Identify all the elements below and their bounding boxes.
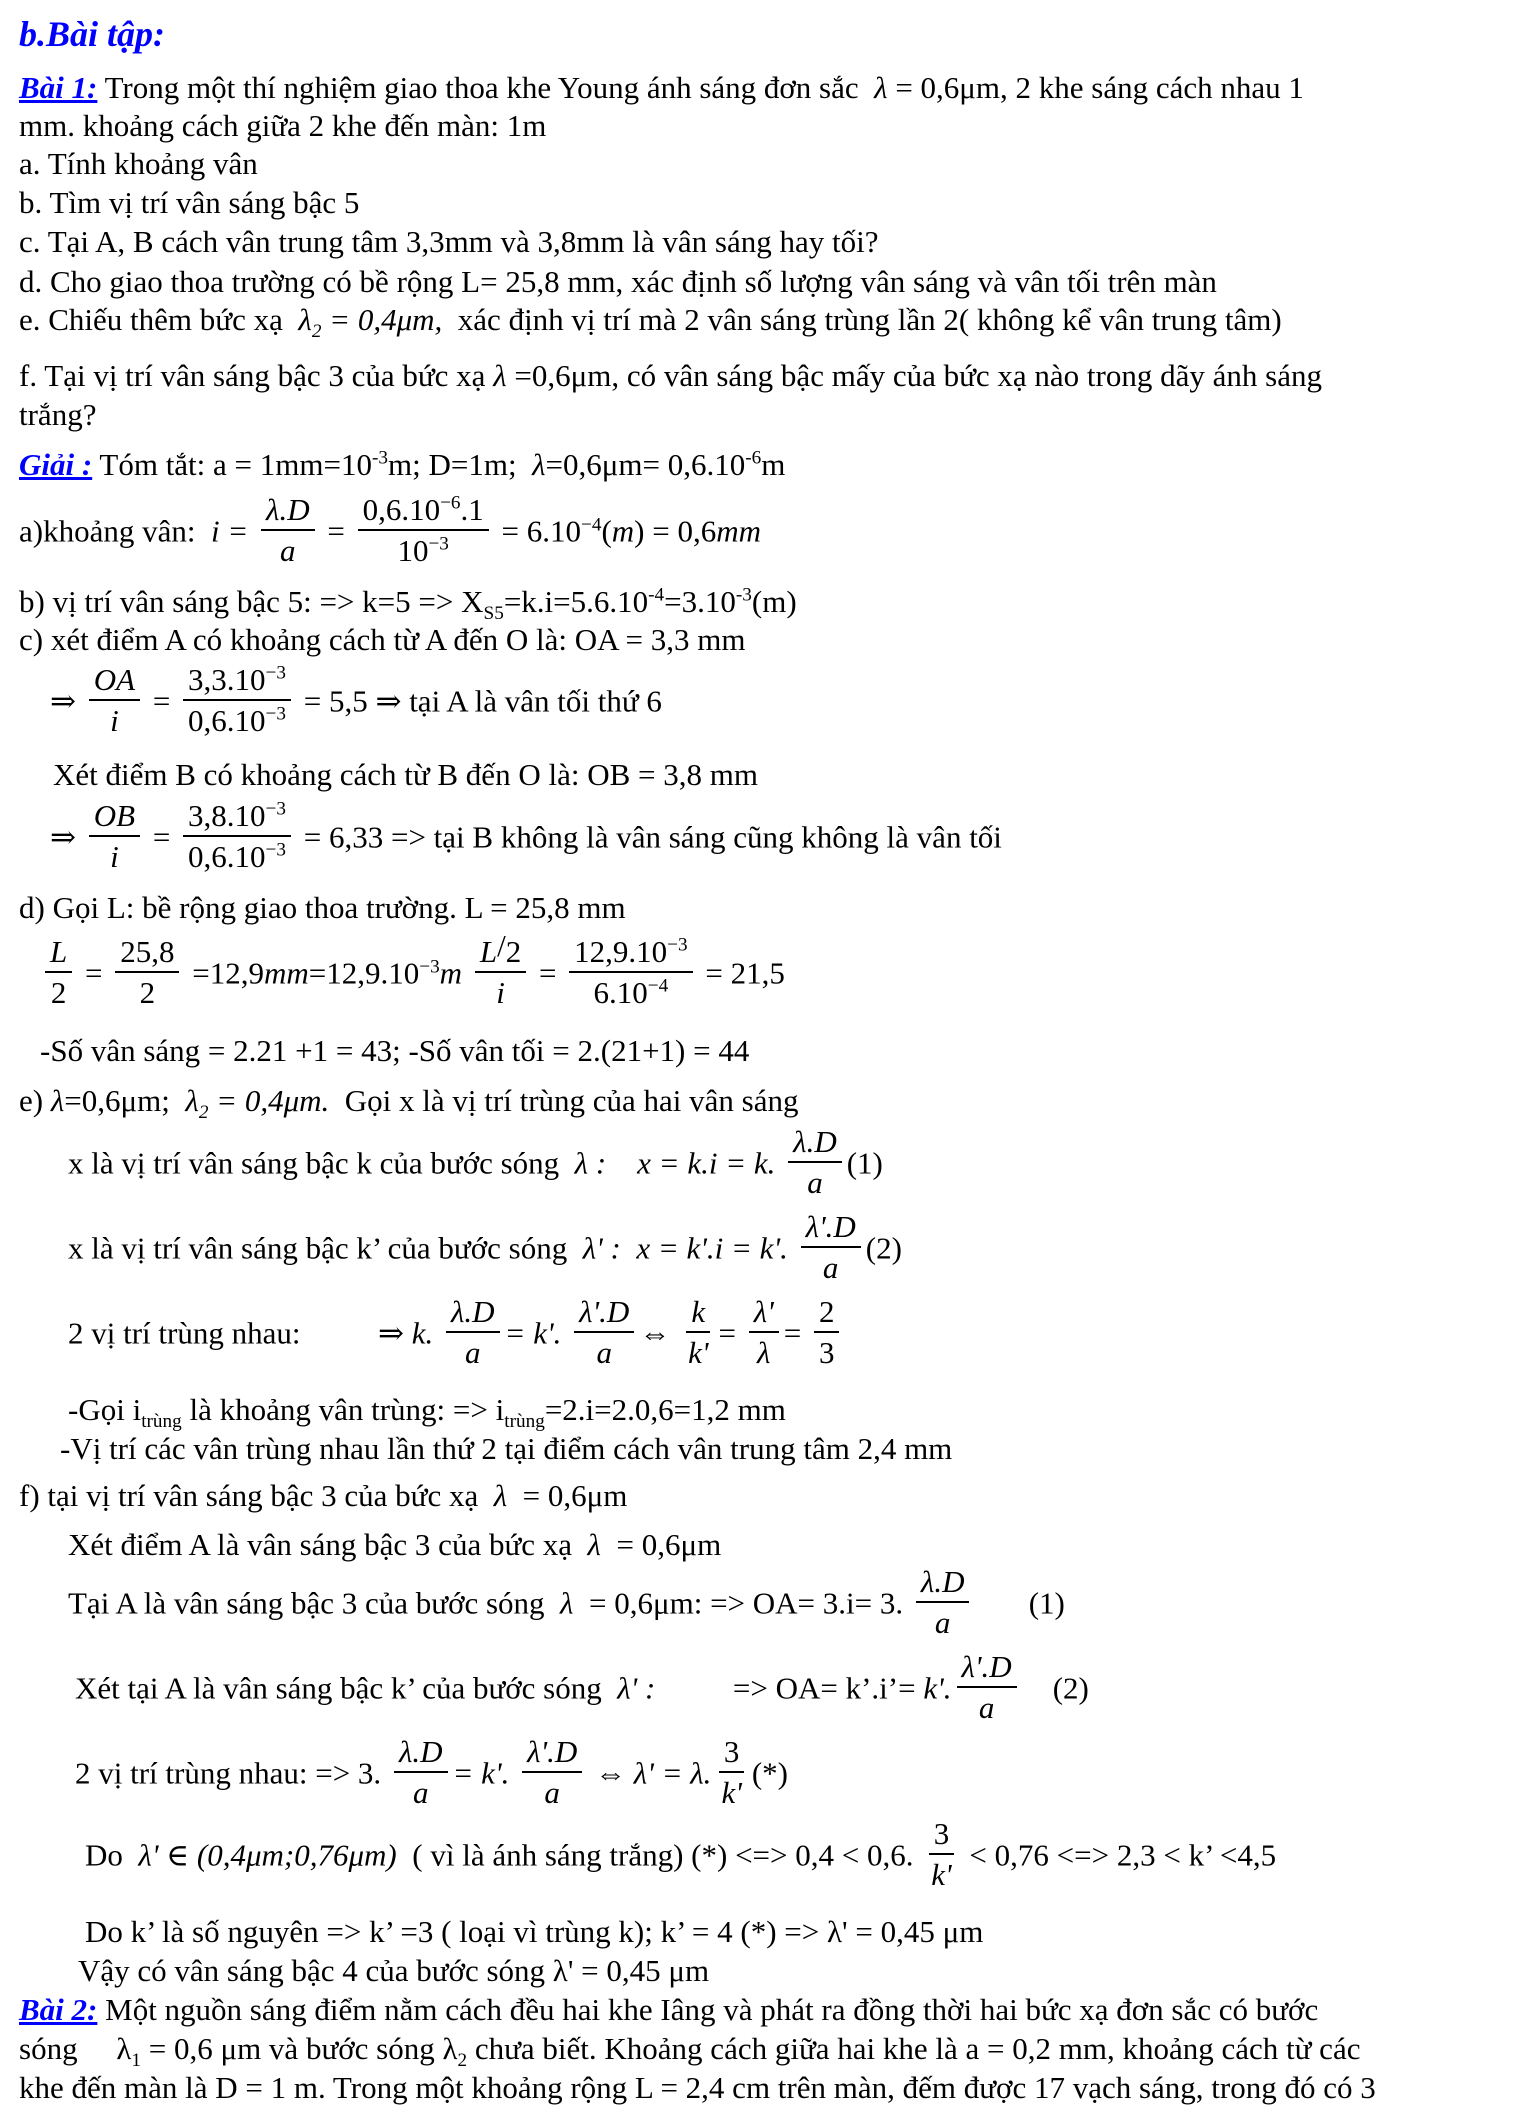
bai2-label: Bài 2: bbox=[19, 1992, 98, 2027]
fraction-lambda-d-over-a: $\frac{\lambda.D}{a}$ bbox=[261, 494, 315, 567]
solution-summary: Giải : Tóm tắt: $a = 1mm=10^{-3}m$; D=1m; $\lambda=0,6\mu m= 0,6.10^{-6}m$ bbox=[19, 447, 786, 482]
bai1-intro-line-2: mm. khoảng cách giữa 2 khe đến màn: 1m bbox=[19, 108, 547, 143]
bai2-line-3: khe đến màn là D = 1 m. Trong một khoảng rộng L = 2,4 cm trên màn, đếm được 17 vạch sáng, trong đó có 3 bbox=[19, 2070, 1376, 2105]
fraction-lambda-d-over-a: $\frac{\lambda.D}{a}$ bbox=[446, 1296, 500, 1369]
answer-f-line-1 bbox=[19, 1478, 627, 1514]
fraction-lambda-prime-d-over-a: $\frac{\lambda'.D}{a}$ bbox=[957, 1651, 1017, 1724]
answer-f-text-3: Xét điểm A là vân sáng bậc 3 của bức xạ bbox=[68, 1527, 573, 1562]
lambda-symbol: λ bbox=[866, 70, 888, 105]
answer-d-line-2: $\frac{L}{2}$ = $\frac{25,8}{2}$ $=12,9mm=12,9.10^{-3}m$ $\frac{L/2}{i}$ = $\frac{12,9.10^{-3}}{6.10^{-4}}$ = 21,5 bbox=[40, 940, 785, 1013]
fraction-oa-over-i: $\frac{OA}{i}$ bbox=[89, 664, 140, 737]
bai2-text-3: = 0,6 μm và bước sóng λ bbox=[148, 2031, 458, 2066]
answer-e-label: e) bbox=[19, 1083, 44, 1118]
answer-f-text-7: Xét tại A là vân sáng bậc k’ của bước sóng bbox=[75, 1670, 602, 1706]
answer-d-result: = 21,5 bbox=[705, 955, 785, 991]
bai1-intro-text: Trong một thí nghiệm giao thoa khe Young ánh sáng đơn sắc bbox=[104, 70, 859, 105]
answer-d-mid-2: =12,9.10 bbox=[308, 955, 420, 991]
fraction-lambda-d-over-a: $\frac{\lambda.D}{a}$ bbox=[394, 1736, 448, 1809]
fraction-values: $\frac{0,6.10^{-6}.1}{10^{-3}}$ bbox=[358, 494, 489, 567]
question-f-text: f. Tại vị trí vân sáng bậc 3 của bức xạ bbox=[19, 358, 486, 393]
answer-e-text-3: x là vị trí vân sáng bậc k của bước sóng bbox=[68, 1145, 560, 1181]
fraction-3-over-k-prime: $\frac{3}{k'}$ bbox=[716, 1736, 746, 1809]
lambda-symbol: λ bbox=[524, 447, 546, 482]
answer-f-line-5: 2 vị trí trùng nhau: => 3. $\frac{\lambda.D}{a}$ = k'. $\frac{\lambda'.D}{a}$ ⇔ λ' = λ. $\frac{3}{k'}$ (*) bbox=[75, 1734, 788, 1810]
answer-f-text-5: Tại A là vân sáng bậc 3 của bước sóng bbox=[68, 1585, 545, 1621]
section-heading: b.Bài tập: bbox=[19, 14, 166, 54]
answer-c-result-b: = 6,33 => tại B không là vân sáng cũng không là vân tối bbox=[303, 819, 1002, 855]
answer-f-text-11: ( vì là ánh sáng trắng) (*) <=> 0,4 < 0,6. bbox=[412, 1837, 914, 1873]
fraction-half-l-over-i: $\frac{L/2}{i}$ bbox=[475, 936, 526, 1009]
question-b: b. Tìm vị trí vân sáng bậc 5 bbox=[19, 185, 360, 220]
answer-e-line-2: x là vị trí vân sáng bậc k của bước sóng λ : x = k.i = k. $\frac{\lambda.D}{a}$ (1) bbox=[68, 1124, 883, 1200]
answer-a-tail: = 0,6 bbox=[652, 513, 717, 549]
question-a: a. Tính khoảng vân bbox=[19, 146, 258, 181]
answer-f-line-6: Do λ' ∈ (0,4μm;0,76μm) ( vì là ánh sáng trắng) (*) <=> 0,4 < 0,6. $\frac{3}{k'}$ < 0,76 <=> 2,3 < k’ <4,5 bbox=[85, 1816, 1277, 1892]
answer-c-result-a: = 5,5 ⇒ tại A là vân tối thứ 6 bbox=[303, 683, 662, 719]
answer-f-text: f) tại vị trí vân sáng bậc 3 của bức xạ bbox=[19, 1478, 479, 1513]
answer-f-text-8: => OA= k’.i’= bbox=[732, 1670, 916, 1706]
lambda-symbol: λ bbox=[485, 1478, 515, 1513]
answer-f-line-8: Vậy có vân sáng bậc 4 của bước sóng λ' = 0,45 μm bbox=[78, 1953, 710, 1988]
answer-e-text-6: -Gọi i bbox=[68, 1392, 142, 1427]
answer-a: a)khoảng vân: i = $\frac{\lambda.D}{a}$ = $\frac{0,6.10^{-6}.1}{10^{-3}}$ = $6.10^{-4}(m) = 0,6mm$ bbox=[19, 492, 761, 568]
fraction-lambda-prime-d-over-a: $\frac{\lambda'.D}{a}$ bbox=[522, 1736, 582, 1809]
lambda-symbol: λ bbox=[552, 1585, 582, 1621]
answer-e-line-5: -Gọi $i_{trùng}$ là khoảng vân trùng: => $i_{trùng}=2.i=2.0,6=1,2$ mm bbox=[68, 1392, 786, 1433]
answer-d-line-1: d) Gọi L: bề rộng giao thoa trường. L = 25,8 mm bbox=[19, 890, 626, 925]
bai2-line-1 bbox=[19, 1992, 1318, 2028]
answer-e-text-5: 2 vị trí trùng nhau: bbox=[68, 1315, 301, 1351]
answer-b-text-4: (m) bbox=[751, 584, 797, 619]
lambda-symbol: λ bbox=[50, 1083, 65, 1118]
summary-text-4: m bbox=[761, 447, 786, 482]
answer-f-line-2 bbox=[68, 1527, 721, 1563]
summary-text-3: =0,6μm= 0,6.10 bbox=[545, 447, 746, 482]
question-d: d. Cho giao thoa trường có bề rộng L= 25,8 mm, xác định số lượng vân sáng và vân tối trên màn bbox=[19, 264, 1217, 299]
fraction-lambda-ratio: $\frac{\lambda'}{\lambda}$ bbox=[749, 1296, 779, 1369]
fraction-ob-over-i: $\frac{OB}{i}$ bbox=[89, 800, 140, 873]
fraction-2-over-3: $\frac{2}{3}$ bbox=[814, 1296, 840, 1369]
answer-e-text-8: =2.i=2.0,6=1,2 mm bbox=[544, 1392, 786, 1427]
fraction-lambda-prime-d-over-a: $\frac{\lambda'.D}{a}$ bbox=[574, 1296, 634, 1369]
answer-b: b) vị trí vân sáng bậc 5: => $k=5 => X_{S5}=k.i=5.6.10^{-4}=3.10^{-3}(m)$ bbox=[19, 584, 797, 625]
question-c: c. Tại A, B cách vân trung tâm 3,3mm và 3,8mm là vân sáng hay tối? bbox=[19, 224, 879, 259]
answer-a-label: a)khoảng vân: bbox=[19, 513, 196, 549]
answer-e-line-6: -Vị trí các vân trùng nhau lần thứ 2 tại điểm cách vân trung tâm 2,4 mm bbox=[60, 1431, 953, 1466]
answer-f-text-9: 2 vị trí trùng nhau: => 3. bbox=[75, 1755, 382, 1791]
answer-f-text-6: = 0,6μm: => OA= 3.i= 3. bbox=[588, 1585, 904, 1621]
question-f bbox=[19, 358, 1322, 394]
answer-d-mid: =12,9 bbox=[192, 955, 264, 991]
answer-f-line-4: Xét tại A là vân sáng bậc k’ của bước sóng λ' : => OA= k’.i’= k'. $\frac{\lambda'.D}{a}$ (2) bbox=[75, 1649, 1089, 1725]
bai1-intro-line bbox=[19, 70, 1304, 106]
answer-b-text-3: =3.10 bbox=[664, 584, 736, 619]
answer-f-text-4: = 0,6μm bbox=[616, 1527, 722, 1562]
answer-f-text-10: Do bbox=[85, 1837, 123, 1873]
lambda-symbol: λ bbox=[579, 1527, 609, 1562]
fraction-k-over-k-prime: $\frac{k}{k'}$ bbox=[688, 1294, 709, 1370]
bai2-text-2: sóng bbox=[19, 2031, 78, 2066]
bai2-text-1: Một nguồn sáng điểm nằm cách đều hai khe Iâng và phát ra đồng thời hai bức xạ đơn sắc có bước bbox=[105, 1992, 1319, 2027]
answer-c-line-2: ⇒ $\frac{OA}{i}$ = $\frac{3,3.10^{-3}}{0,6.10^{-3}}$ = 5,5 ⇒ tại A là vân tối thứ 6 bbox=[50, 662, 662, 738]
answer-e-text-4: x là vị trí vân sáng bậc k’ của bước sóng bbox=[68, 1230, 568, 1266]
answer-f-text-2: = 0,6μm bbox=[522, 1478, 628, 1513]
lambda2-formula: $\lambda_2 = 0,4\mu m$, bbox=[290, 302, 451, 343]
fraction-25-8-over-2: $\frac{25,8}{2}$ bbox=[115, 936, 179, 1009]
answer-e-line-4: 2 vị trí trùng nhau: ⇒ k. $\frac{\lambda.D}{a}$ = k'. $\frac{\lambda'.D}{a}$ ⇔ $\frac{k}{k'}$ = $\frac{\lambda'}{\lambda}$ = $\frac{2}{3}$ bbox=[68, 1300, 844, 1373]
fraction-lambda-d-over-a: $\frac{\lambda.D}{a}$ bbox=[788, 1126, 842, 1199]
answer-c-line-1: c) xét điểm A có khoảng cách từ A đến O là: OA = 3,3 mm bbox=[19, 622, 746, 657]
bai1-label: Bài 1: bbox=[19, 70, 98, 105]
lambda-symbol: λ bbox=[493, 358, 507, 393]
fraction-oa-values: $\frac{3,3.10^{-3}}{0,6.10^{-3}}$ bbox=[183, 664, 291, 737]
summary-text-2: m; D=1m; bbox=[388, 447, 517, 482]
answer-f-line-7: Do k’ là số nguyên => k’ =3 ( loại vì trùng k); k’ = 4 (*) => λ' = 0,45 μm bbox=[85, 1914, 984, 1949]
bai2-line-2: sóng $\lambda_1 = 0,6$ μm và bước sóng $\lambda_2$ chưa biết. Khoảng cách giữa hai khe là a = 0,2 mm, khoảng cách từ các bbox=[19, 2031, 1361, 2072]
question-e-text: e. Chiếu thêm bức xạ bbox=[19, 302, 283, 337]
answer-b-text: b) vị trí vân sáng bậc 5: => k=5 => X bbox=[19, 584, 484, 619]
question-f-line-2: trắng? bbox=[19, 397, 97, 432]
question-e bbox=[19, 302, 1282, 343]
answer-a-result: = 6.10 bbox=[501, 513, 581, 549]
bai1-intro-value: = 0,6μm, 2 khe sáng cách nhau 1 bbox=[895, 70, 1304, 105]
answer-b-text-2: =k.i=5.6.10 bbox=[503, 584, 649, 619]
answer-f-text-12: < 0,76 <=> 2,3 < k’ <4,5 bbox=[969, 1837, 1277, 1873]
question-f-text-2: =0,6μm, có vân sáng bậc mấy của bức xạ nào trong dãy ánh sáng bbox=[514, 358, 1322, 393]
answer-d-line-3: -Số vân sáng = 2.21 +1 = 43; -Số vân tối = 2.(21+1) = 44 bbox=[40, 1033, 750, 1068]
summary-text: Tóm tắt: a = 1mm=10 bbox=[99, 447, 372, 482]
fraction-3-over-k-prime: $\frac{3}{k'}$ bbox=[926, 1818, 956, 1891]
answer-c-line-4: ⇒ $\frac{OB}{i}$ = $\frac{3,8.10^{-3}}{0,6.10^{-3}}$ = 6,33 => tại B không là vân sáng cũng không là vân tối bbox=[50, 798, 1002, 874]
fraction-lambda-prime-d-over-a: $\frac{\lambda'.D}{a}$ bbox=[801, 1211, 861, 1284]
solution-label: Giải : bbox=[19, 447, 93, 482]
fraction-12-9-values: $\frac{12,9.10^{-3}}{6.10^{-4}}$ bbox=[569, 936, 692, 1009]
answer-e-line-1 bbox=[19, 1083, 799, 1124]
lambda2-formula: $\lambda_2 = 0,4\mu m$. bbox=[177, 1083, 338, 1124]
answer-c-line-3: Xét điểm B có khoảng cách từ B đến O là: OB = 3,8 mm bbox=[53, 757, 758, 792]
bai2-text-4: chưa biết. Khoảng cách giữa hai khe là a = 0,2 mm, khoảng cách từ các bbox=[474, 2031, 1361, 2066]
fraction-lambda-d-over-a: $\frac{\lambda.D}{a}$ bbox=[916, 1566, 970, 1639]
fraction-l-over-2: $\frac{L}{2}$ bbox=[45, 936, 72, 1009]
fraction-ob-values: $\frac{3,8.10^{-3}}{0,6.10^{-3}}$ bbox=[183, 800, 291, 873]
answer-f-line-3: Tại A là vân sáng bậc 3 của bước sóng λ = 0,6μm: => OA= 3.i= 3. $\frac{\lambda.D}{a}$ (1) bbox=[68, 1564, 1065, 1640]
question-e-text-2: xác định vị trí mà 2 vân sáng trùng lần 2( không kể vân trung tâm) bbox=[457, 302, 1282, 337]
answer-e-text: =0,6μm; bbox=[64, 1083, 170, 1118]
answer-e-line-3: x là vị trí vân sáng bậc k’ của bước sóng λ' : x = k'.i = k'. $\frac{\lambda'.D}{a}$ (2) bbox=[68, 1209, 902, 1285]
answer-e-text-7: là khoảng vân trùng: => i bbox=[189, 1392, 505, 1427]
answer-e-text-2: Gọi x là vị trí trùng của hai vân sáng bbox=[344, 1083, 799, 1118]
